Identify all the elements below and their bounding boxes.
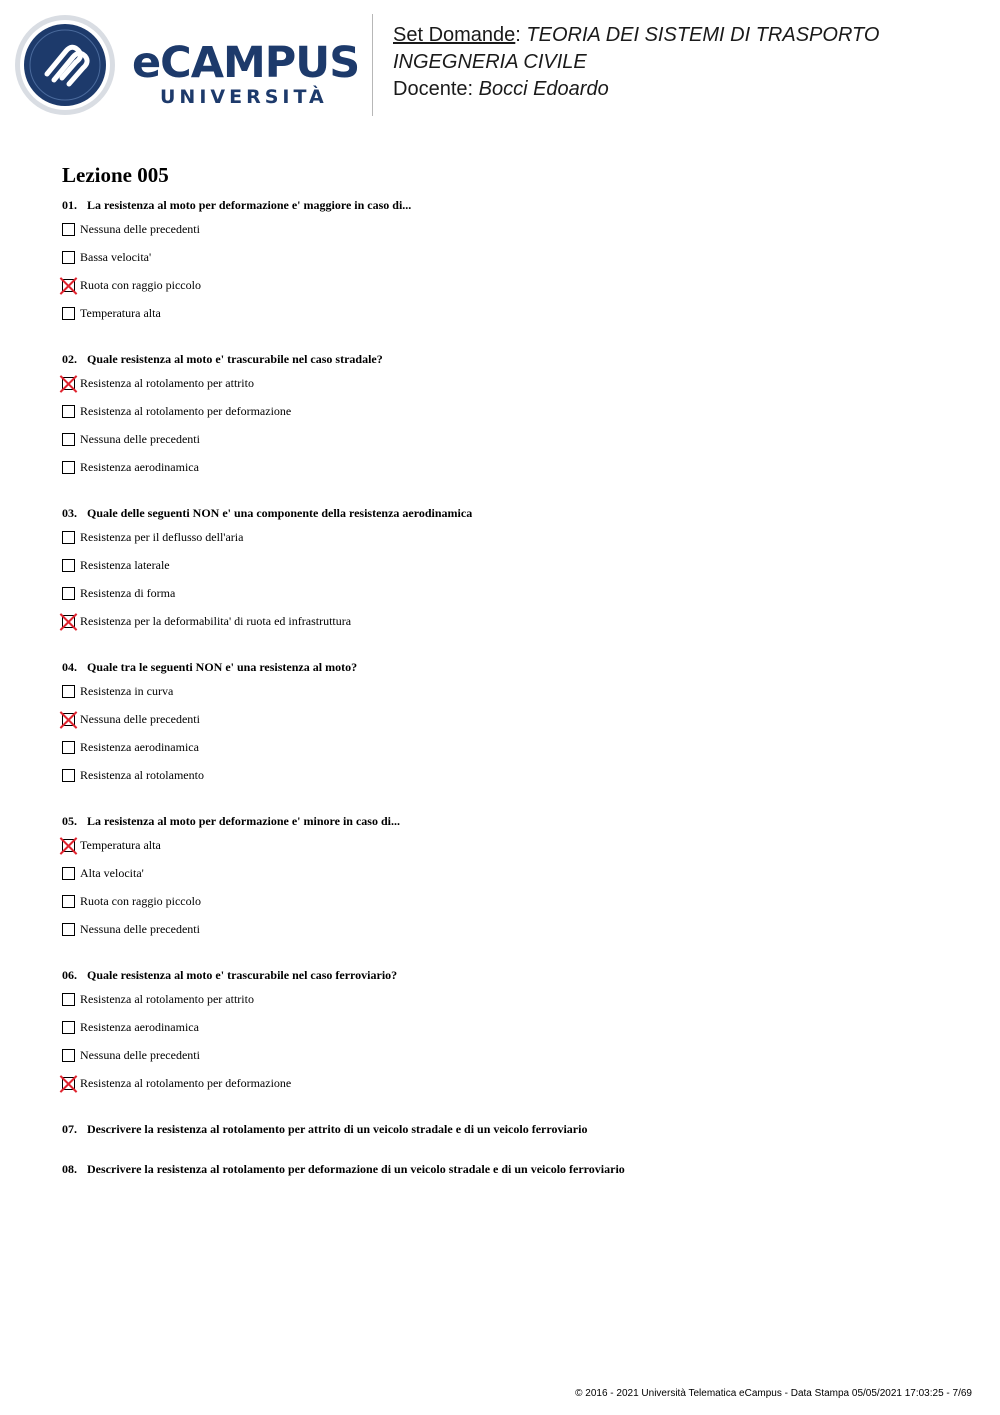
header-divider (372, 14, 373, 116)
ecampus-logo (132, 40, 359, 108)
checkbox-icon[interactable] (62, 433, 75, 446)
question-number: 08. (62, 1162, 77, 1176)
option-label: Resistenza per la deformabilita' di ruota ed infrastruttura (80, 614, 352, 628)
open-question-7 (62, 1120, 962, 1138)
question-text (62, 658, 962, 676)
option-label: Resistenza al rotolamento per attrito (80, 376, 254, 390)
option-label: Resistenza di forma (80, 586, 176, 600)
question-label: Quale tra le seguenti NON e' una resistenza al moto? (87, 660, 358, 674)
question-number: 07. (62, 1122, 77, 1136)
option-label: Resistenza in curva (80, 684, 174, 698)
checked-checkbox-icon[interactable] (62, 713, 75, 726)
checkbox-icon[interactable] (62, 1021, 75, 1034)
answer-option[interactable] (62, 712, 962, 740)
answer-option[interactable] (62, 740, 962, 768)
checked-checkbox-icon[interactable] (62, 279, 75, 292)
checkbox-icon[interactable] (62, 461, 75, 474)
option-label: Ruota con raggio piccolo (80, 278, 201, 292)
option-label: Resistenza aerodinamica (80, 460, 199, 474)
question-4 (62, 658, 962, 796)
checked-checkbox-icon[interactable] (62, 1077, 75, 1090)
answer-option[interactable] (62, 306, 962, 334)
logo-subtitle: UNIVERSITÀ (160, 86, 328, 108)
question-3 (62, 504, 962, 642)
answer-option[interactable] (62, 1076, 962, 1104)
answer-option[interactable] (62, 1020, 962, 1048)
checkbox-icon[interactable] (62, 769, 75, 782)
set-label: Set Domande (393, 24, 516, 46)
checked-checkbox-icon[interactable] (62, 839, 75, 852)
option-label: Resistenza al rotolamento (80, 768, 204, 782)
question-number: 01. (62, 198, 77, 212)
answer-option[interactable] (62, 894, 962, 922)
checkbox-icon[interactable] (62, 993, 75, 1006)
answer-option[interactable] (62, 530, 962, 558)
teacher-line (393, 76, 879, 103)
answer-option[interactable] (62, 866, 962, 894)
question-text (62, 196, 962, 214)
question-list (62, 196, 962, 1200)
option-label: Nessuna delle precedenti (80, 712, 200, 726)
option-label: Resistenza al rotolamento per deformazione (80, 1076, 292, 1090)
lesson-title: Lezione 005 (62, 163, 169, 187)
answer-option[interactable] (62, 614, 962, 642)
checkbox-icon[interactable] (62, 867, 75, 880)
checkbox-icon[interactable] (62, 307, 75, 320)
answer-option[interactable] (62, 278, 962, 306)
checkbox-icon[interactable] (62, 251, 75, 264)
option-label: Resistenza per il deflusso dell'aria (80, 530, 244, 544)
question-label: Descrivere la resistenza al rotolamento per attrito di un veicolo stradale e di un veicolo ferroviario (87, 1122, 588, 1136)
question-number: 06. (62, 968, 77, 982)
question-number: 03. (62, 506, 77, 520)
question-2 (62, 350, 962, 488)
question-label: Quale resistenza al moto e' trascurabile nel caso ferroviario? (87, 968, 398, 982)
option-label: Resistenza aerodinamica (80, 740, 199, 754)
checked-checkbox-icon[interactable] (62, 377, 75, 390)
question-1 (62, 196, 962, 334)
answer-option[interactable] (62, 992, 962, 1020)
question-label: La resistenza al moto per deformazione e' maggiore in caso di... (87, 198, 412, 212)
option-label: Resistenza aerodinamica (80, 1020, 199, 1034)
checkbox-icon[interactable] (62, 685, 75, 698)
course-subtitle-line (393, 49, 879, 76)
option-label: Nessuna delle precedenti (80, 432, 200, 446)
option-label: Resistenza laterale (80, 558, 170, 572)
option-label: Bassa velocita' (80, 250, 152, 264)
question-5 (62, 812, 962, 950)
ecampus-seal-icon (14, 14, 116, 116)
answer-option[interactable] (62, 684, 962, 712)
question-text (62, 504, 962, 522)
teacher-label: Docente: (393, 78, 474, 100)
question-label: Descrivere la resistenza al rotolamento per deformazione di un veicolo stradale e di un veicolo ferroviario (87, 1162, 625, 1176)
answer-option[interactable] (62, 432, 962, 460)
option-label: Nessuna delle precedenti (80, 922, 200, 936)
question-6 (62, 966, 962, 1104)
question-text (62, 812, 962, 830)
checkbox-icon[interactable] (62, 923, 75, 936)
option-label: Resistenza al rotolamento per attrito (80, 992, 254, 1006)
question-number: 05. (62, 814, 77, 828)
checkbox-icon[interactable] (62, 405, 75, 418)
checked-checkbox-icon[interactable] (62, 615, 75, 628)
answer-option[interactable] (62, 838, 962, 866)
answer-option[interactable] (62, 586, 962, 614)
answer-option[interactable] (62, 250, 962, 278)
question-number: 04. (62, 660, 77, 674)
option-label: Temperatura alta (80, 306, 161, 320)
option-label: Alta velocita' (80, 866, 144, 880)
question-text (62, 966, 962, 984)
checkbox-icon[interactable] (62, 1049, 75, 1062)
checkbox-icon[interactable] (62, 559, 75, 572)
answer-option[interactable] (62, 922, 962, 950)
teacher-name: Bocci Edoardo (478, 78, 609, 100)
question-label: La resistenza al moto per deformazione e' minore in caso di... (87, 814, 400, 828)
option-label: Nessuna delle precedenti (80, 222, 200, 236)
option-label: Ruota con raggio piccolo (80, 894, 201, 908)
option-label: Temperatura alta (80, 838, 161, 852)
course-title: TEORIA DEI SISTEMI DI TRASPORTO (526, 24, 880, 46)
question-number: 02. (62, 352, 77, 366)
answer-option[interactable] (62, 376, 962, 404)
question-label: Quale delle seguenti NON e' una componente della resistenza aerodinamica (87, 506, 473, 520)
logo-wordmark: eCAMPUS (132, 38, 360, 88)
checkbox-icon[interactable] (62, 895, 75, 908)
question-text (62, 350, 962, 368)
answer-option[interactable] (62, 1048, 962, 1076)
page-header (0, 0, 1000, 130)
checkbox-icon[interactable] (62, 741, 75, 754)
checkbox-icon[interactable] (62, 223, 75, 236)
course-info (393, 22, 879, 103)
option-label: Nessuna delle precedenti (80, 1048, 200, 1062)
answer-option[interactable] (62, 768, 962, 796)
course-subtitle: INGEGNERIA CIVILE (393, 51, 587, 73)
answer-option[interactable] (62, 404, 962, 432)
checkbox-icon[interactable] (62, 531, 75, 544)
checkbox-icon[interactable] (62, 587, 75, 600)
open-question-8 (62, 1160, 962, 1178)
answer-option[interactable] (62, 460, 962, 488)
question-label: Quale resistenza al moto e' trascurabile nel caso stradale? (87, 352, 383, 366)
option-label: Resistenza al rotolamento per deformazione (80, 404, 292, 418)
answer-option[interactable] (62, 222, 962, 250)
answer-option[interactable] (62, 558, 962, 586)
page-footer: © 2016 - 2021 Università Telematica eCampus - Data Stampa 05/05/2021 17:03:25 - 7/69 (575, 1388, 972, 1399)
course-title-line: Set Domande: TEORIA DEI SISTEMI DI TRASPORTO (393, 24, 880, 46)
